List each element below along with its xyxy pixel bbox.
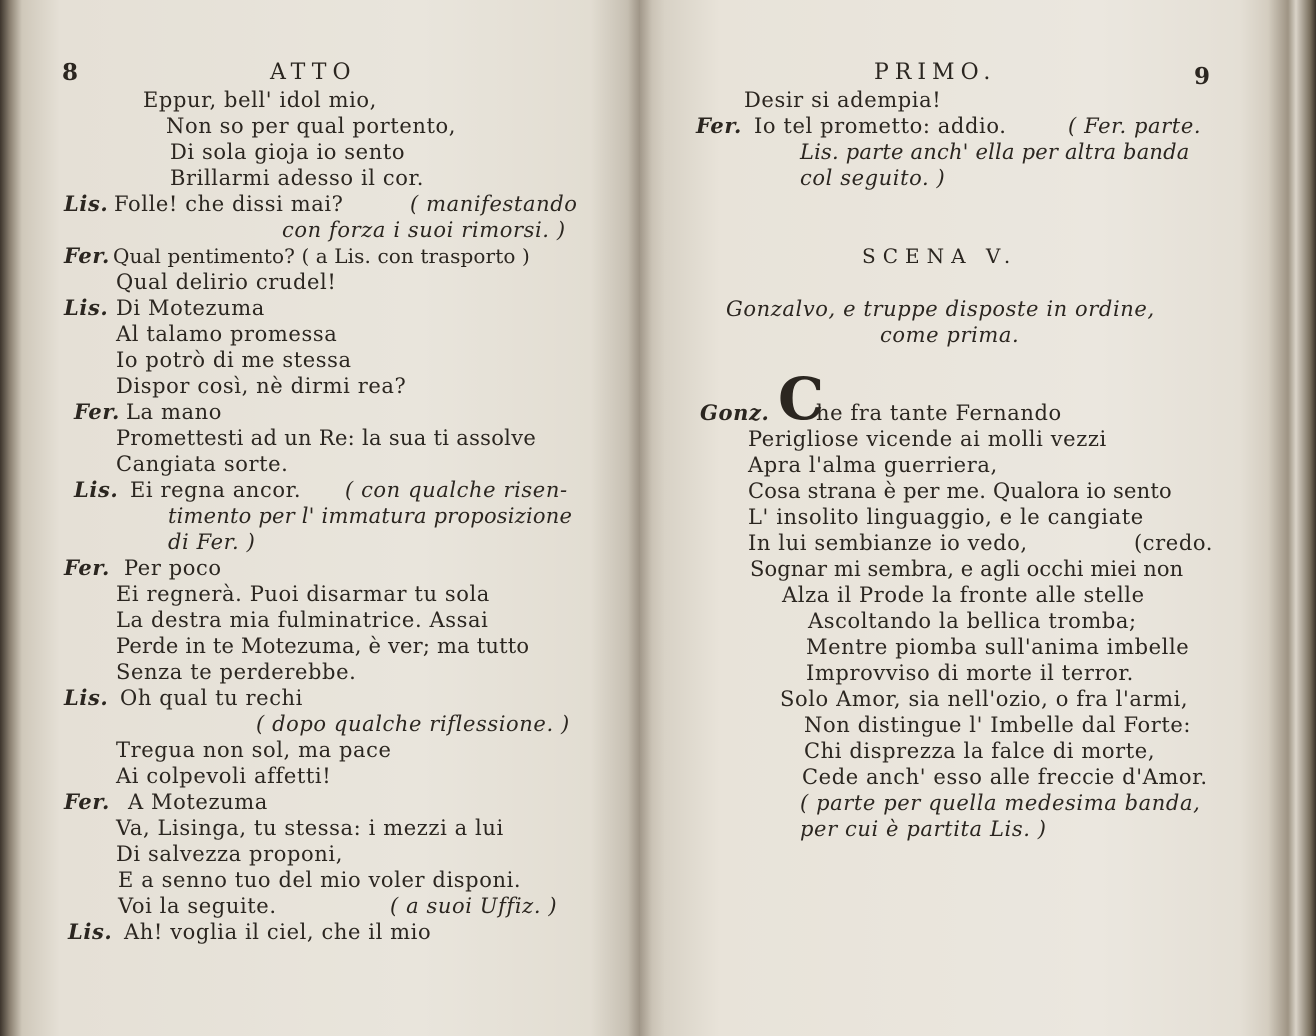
verse-line: Alza il Prode la fronte alle stelle bbox=[782, 583, 1145, 607]
verse-line: Improvviso di morte il terror. bbox=[806, 661, 1134, 685]
book-gutter bbox=[628, 0, 652, 1036]
stage-direction: ( con qualche risen- bbox=[345, 478, 568, 502]
verse-line: Ai colpevoli affetti! bbox=[116, 764, 332, 788]
verse-line: Io potrò di me stessa bbox=[116, 348, 352, 372]
page-number: 9 bbox=[1194, 63, 1211, 90]
verse-line: Brillarmi adesso il cor. bbox=[170, 166, 425, 190]
verse-line: Voi la seguite. bbox=[118, 894, 277, 918]
running-head: PRIMO. bbox=[874, 60, 997, 85]
speaker-label: Lis. bbox=[68, 919, 113, 944]
verse-line: Chi disprezza la falce di morte, bbox=[804, 739, 1156, 763]
verse-line: Per poco bbox=[124, 556, 222, 580]
verse-line: L' insolito linguaggio, e le cangiate bbox=[748, 505, 1144, 529]
speaker-label: Lis. bbox=[64, 685, 109, 710]
verse-line: Cede anch' esso alle freccie d'Amor. bbox=[802, 765, 1208, 789]
verse-line: Cosa strana è per me. Qualora io sento bbox=[748, 479, 1172, 503]
verse-line: Di sola gioja io sento bbox=[170, 140, 406, 164]
verse-line: A Motezuma bbox=[128, 790, 268, 814]
verse-line: Perde in te Motezuma, è ver; ma tutto bbox=[116, 634, 530, 658]
verse-line: he fra tante Fernando bbox=[816, 401, 1062, 425]
stage-direction: con forza i suoi rimorsi. ) bbox=[282, 218, 566, 242]
stage-direction: timento per l' immatura proposizione bbox=[168, 504, 573, 528]
verse-line: Perigliose vicende ai molli vezzi bbox=[748, 427, 1107, 451]
verse-line: Eppur, bell' idol mio, bbox=[143, 88, 377, 112]
verse-line: Di salvezza proponi, bbox=[116, 842, 343, 866]
verse-line: Solo Amor, sia nell'ozio, o fra l'armi, bbox=[780, 687, 1189, 711]
stage-direction: col seguito. ) bbox=[800, 166, 946, 190]
verse-line: Di Motezuma bbox=[116, 296, 265, 320]
scene-heading: SCENA V. bbox=[862, 244, 1018, 268]
speaker-label: Fer. bbox=[64, 789, 110, 814]
verse-line: La mano bbox=[126, 400, 222, 424]
verse-line: Sognar mi sembra, e agli occhi miei non bbox=[750, 557, 1184, 581]
verse-line: Ei regnerà. Puoi disarmar tu sola bbox=[116, 582, 490, 606]
stage-direction: come prima. bbox=[880, 323, 1020, 347]
right-page bbox=[640, 0, 1316, 1036]
stage-direction: di Fer. ) bbox=[168, 530, 256, 554]
drop-cap: C bbox=[778, 365, 825, 433]
verse-line: E a senno tuo del mio voler disponi. bbox=[118, 868, 522, 892]
stage-direction: ( parte per quella medesima banda, bbox=[800, 791, 1201, 815]
speaker-label: Fer. bbox=[74, 399, 120, 424]
verse-line: (credo. bbox=[1134, 531, 1214, 555]
stage-direction: Lis. parte anch' ella per altra banda bbox=[800, 140, 1190, 164]
verse-line: Promettesti ad un Re: la sua ti assolve bbox=[116, 426, 537, 450]
verse-line: Io tel prometto: addio. bbox=[754, 114, 1007, 138]
verse-line: Al talamo promessa bbox=[116, 322, 338, 346]
verse-line: Qual pentimento? ( a Lis. con trasporto ) bbox=[113, 244, 530, 268]
verse-line: Apra l'alma guerriera, bbox=[748, 453, 998, 477]
verse-line: Mentre piomba sull'anima imbelle bbox=[806, 635, 1190, 659]
speaker-label: Fer. bbox=[64, 555, 110, 580]
verse-line: Cangiata sorte. bbox=[116, 452, 289, 476]
stage-direction: ( a suoi Uffiz. ) bbox=[390, 894, 558, 918]
verse-line: Va, Lisinga, tu stessa: i mezzi a lui bbox=[116, 816, 504, 840]
verse-line: Oh qual tu rechi bbox=[120, 686, 304, 710]
stage-direction: ( dopo qualche riflessione. ) bbox=[256, 712, 570, 736]
running-head: ATTO bbox=[270, 60, 357, 85]
verse-line: Ah! voglia il ciel, che il mio bbox=[124, 920, 432, 944]
verse-line: La destra mia fulminatrice. Assai bbox=[116, 608, 489, 632]
verse-line: Desir si adempia! bbox=[744, 88, 942, 112]
verse-line: Folle! che dissi mai? bbox=[114, 192, 344, 216]
verse-line: Non so per qual portento, bbox=[166, 114, 457, 138]
verse-line: Qual delirio crudel! bbox=[116, 270, 337, 294]
verse-line: Ascoltando la bellica tromba; bbox=[808, 609, 1137, 633]
speaker-label: Fer. bbox=[64, 243, 110, 268]
verse-line: In lui sembianze io vedo, bbox=[748, 531, 1028, 555]
stage-direction: per cui è partita Lis. ) bbox=[800, 817, 1047, 841]
speaker-label: Lis. bbox=[74, 477, 119, 502]
stage-direction: ( Fer. parte. bbox=[1068, 114, 1202, 138]
speaker-label: Lis. bbox=[64, 295, 109, 320]
verse-line: Ei regna ancor. bbox=[130, 478, 302, 502]
speaker-label: Gonz. bbox=[700, 400, 770, 425]
speaker-label: Lis. bbox=[64, 191, 109, 216]
verse-line: Tregua non sol, ma pace bbox=[116, 738, 392, 762]
verse-line: Dispor così, nè dirmi rea? bbox=[116, 374, 407, 398]
stage-direction: ( manifestando bbox=[410, 192, 578, 216]
page-number: 8 bbox=[62, 59, 79, 86]
left-page bbox=[0, 0, 640, 1036]
speaker-label: Fer. bbox=[696, 113, 742, 138]
verse-line: Senza te perderebbe. bbox=[116, 660, 357, 684]
verse-line: Non distingue l' Imbelle dal Forte: bbox=[804, 713, 1192, 737]
stage-direction: Gonzalvo, e truppe disposte in ordine, bbox=[726, 297, 1155, 321]
